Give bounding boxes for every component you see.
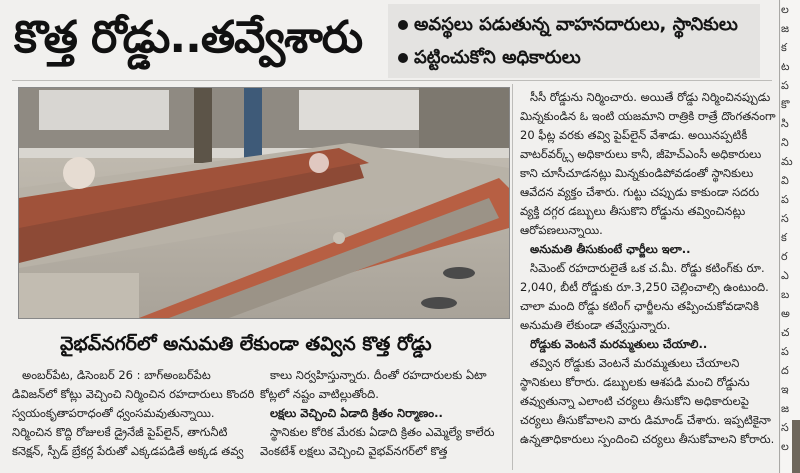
news-photo: [18, 87, 510, 319]
fragment: స: [781, 212, 789, 225]
bullet-icon: [398, 20, 408, 30]
fragment: జ: [781, 22, 790, 35]
article-paragraph: సిమెంట్ రహదారులైతే ఒక చ.మీ. రోడ్డు కటింగ్‌కు రూ. 2,040, బీటీ రోడ్డుకు రూ.3,250 చెల్లించాల్సి ఉంటుంది. చాలా మంది రోడ్డు కటింగ్ ఛార్జీలను తప్పించుకోవడానికి అనుమతి లేకుండా తవ్వేస్తున్నారు.: [520, 261, 769, 332]
subheading-lakhs: లక్షలు వెచ్చించి ఏడాది క్రితం నిర్మాణం..: [270, 406, 443, 420]
subheading-permission: అనుమతి తీసుకుంటే ఛార్జీలు ఇలా..: [530, 242, 691, 256]
fragment: మ: [781, 155, 793, 168]
headline: కొత్త రోడ్డు..తవ్వేశారు: [14, 12, 363, 63]
deck-box: [388, 4, 760, 78]
fragment: ఇ: [781, 383, 789, 396]
fragment: ప: [781, 79, 789, 92]
photo-caption: వైభవ్‌నగర్‌లో అనుమతి లేకుండా తవ్విన కొత్త రోడ్డు: [60, 333, 432, 355]
deck-line-1: [398, 8, 750, 41]
article-paragraph: స్థానికుల కోరిక మేరకు ఏడాది క్రితం ఎమ్మెల్యే కాలేరు వెంకటేశ్ లక్షలు వెచ్చించి వైభవ్‌నగర్‌లో కొత్త: [260, 425, 495, 458]
bullet-icon: [398, 53, 408, 63]
fragment: సి: [781, 117, 789, 130]
deck-text-2: పట్టించుకోని అధికారులు: [414, 47, 581, 68]
fragment: చ: [781, 326, 790, 339]
adjacent-photo-edge: [792, 420, 800, 473]
fragment: ని: [781, 136, 789, 149]
article-column-2: [260, 366, 510, 470]
deck-line-2: [398, 41, 750, 74]
article-column-3: [520, 88, 778, 468]
fragment: ల: [781, 3, 789, 16]
article-column-1: [12, 366, 256, 470]
fragment: ర: [781, 250, 788, 263]
fragment: బ: [781, 288, 790, 301]
fragment: స: [781, 421, 789, 434]
fragment: వి: [781, 174, 789, 187]
fragment: జ: [781, 402, 790, 415]
fragment: ప: [781, 193, 789, 206]
fragment: క: [781, 41, 787, 54]
horizontal-rule: [12, 80, 772, 81]
fragment: ల: [781, 440, 789, 453]
dug-road-photo: [19, 88, 509, 318]
subheading-repair: రోడ్డుకు వెంటనే మరమ్మతులు చేయాలి..: [530, 337, 708, 351]
article-paragraph: తవ్విన రోడ్డుకు వెంటనే మరమ్మతులు చేయాలని స్థానికులు కోరారు. డబ్బులకు ఆశపడి మంచి రోడ్డును తవ్వుతున్నా ఎలాంటి చర్యలు తీసుకోని అధికారులపై చర్యలు తీసుకోవాలని వారు డిమాండ్ చేశారు. ఇప్పటికైనా ఉన్నతాధికారులు స్పందించి చర్యలు తీసుకోవాలని కోరారు.: [520, 356, 775, 446]
fragment: అ: [781, 307, 790, 320]
fragment: కొ: [781, 98, 790, 111]
page-edge-rule: [779, 0, 780, 473]
adjacent-column-strip: [781, 0, 800, 473]
article-paragraph: కాలు నిర్వహిస్తున్నారు. దీంతో రహదారులకు ఏటా కోట్లలో నష్టం వాటిల్లుతోంది.: [260, 368, 487, 401]
column-rule: [512, 84, 513, 470]
fragment: ద: [781, 364, 789, 377]
fragment: ట: [781, 60, 790, 73]
fragment: క: [781, 231, 787, 244]
fragment: ప: [781, 345, 789, 358]
article-paragraph: సీసీ రోడ్డును నిర్మించారు. అయితే రోడ్డు నిర్మించినప్పుడు మిన్నకుండిన ఓ ఇంటి యజమాని రాత్రికి రాత్రే దొంగతనంగా 20 ఫీట్ల వరకు తవ్వి పైప్‌లైన్ వేశాడు. అయినప్పటికీ వాటర్‌వర్క్స్ అధికారులు కానీ, జీహెచ్ఎంసీ అధికారులు కాని చూసీచూడనట్లు మిన్నకుండిపోవడంతో స్థానికులు ఆవేదన వ్యక్తం చేశారు. గుట్టు చప్పుడు కాకుండా సదరు వ్యక్తి దగ్గర డబ్బులు తీసుకొని రోడ్డును తవ్వించినట్లు ఆరోపణలున్నాయి.: [520, 90, 776, 237]
deck-text-1: అవస్థలు పడుతున్న వాహనదారులు, స్థానికులు: [414, 14, 738, 35]
article-paragraph: అంబర్‌పేట, డిసెంబర్ 26 : బాగ్అంబర్‌పేట డివిజన్‌లో కోట్లు వెచ్చించి నిర్మించిన రహదారులు కొందరి స్వయంకృతాపరాధంతో ధ్వంసమవుతున్నాయి. నిర్మించిన కొద్ది రోజులకే డ్రైనేజీ పైప్‌లైన్, తాగునీటి కనెక్షన్, స్పీడ్ బ్రేకర్ల పేరుతో ఎక్కడపడితే అక్కడ తవ్వ: [12, 368, 255, 458]
fragment: ఎ: [781, 269, 789, 282]
